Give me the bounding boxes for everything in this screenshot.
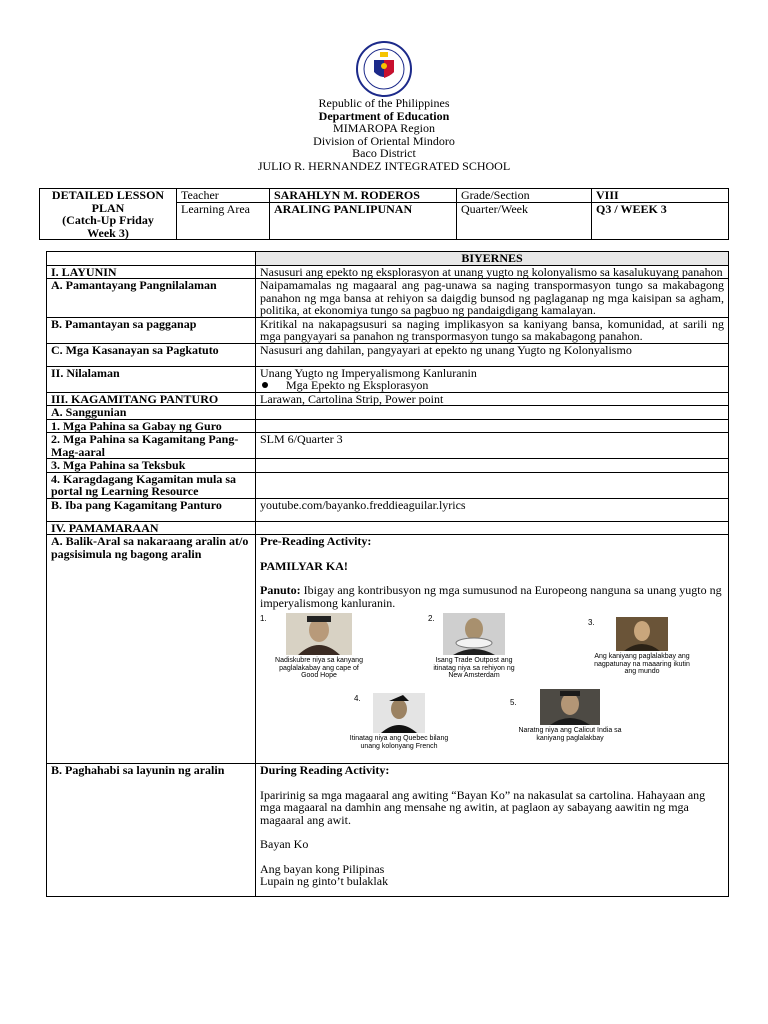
picture-2-caption: Isang Trade Outpost ang itinatag niya sa rehiyon ng New Amsterdam bbox=[433, 657, 515, 679]
pic4-number: 4. bbox=[354, 694, 361, 703]
letterhead bbox=[0, 97, 768, 172]
gabay-label: 1. Mga Pahina sa Gabay ng Guro bbox=[47, 419, 256, 433]
nilalaman-topic: Unang Yugto ng Imperyalismong Kanluranin bbox=[260, 365, 477, 380]
division-line: Division of Oriental Mindoro bbox=[313, 133, 455, 148]
pamamaraan-label: IV. PAMAMARAAN bbox=[47, 521, 256, 535]
panuto-text: Ibigay ang kontribusyon ng mga sumusunod na Europeong nanguna sa unang yugto ng imperyalismong kanluranin. bbox=[260, 583, 722, 610]
portrait-4-image bbox=[373, 693, 425, 733]
kagamitang-magaaral-text: SLM 6/Quarter 3 bbox=[256, 433, 729, 459]
day-header: BIYERNES bbox=[256, 252, 729, 266]
pangnilalaman-text: Naipamamalas ng magaaral ang pag-unawa sa naging transpormasyon tungo sa makabagong panahon ng mga bansa at rehiyon sa daigdig bunsod ng paglaganap ng mga kaisipan sa agham, politika, at ekonomiya tungo sa pagbuo ng pandaigdigang kamalayan. bbox=[256, 279, 729, 318]
region-line: MIMAROPA Region bbox=[333, 121, 435, 135]
pagganap-text: Kritikal na nakapagsusuri sa naging implikasyon sa kaniyang bansa, komunidad, at sarili ng mga pangyayari sa panahon ng transpormasyon tungo sa makabagong panahon. bbox=[256, 317, 729, 343]
teacher-name: SARAHLYN M. RODEROS bbox=[270, 189, 457, 203]
grade-value: VIII bbox=[592, 189, 729, 203]
quarter-label: Quarter/Week bbox=[457, 202, 592, 239]
layunin-text: Nasusuri ang epekto ng eksplorasyon at unang yugto ng kolonyalismo sa kasalukuyang panahon bbox=[256, 265, 729, 279]
pagganap-label: B. Pamantayan sa pagganap bbox=[47, 317, 256, 343]
picture-5 bbox=[514, 689, 626, 742]
grade-label: Grade/Section bbox=[457, 189, 592, 203]
balik-aral-label: A. Balik-Aral sa nakaraang aralin at/o pagsisimula ng bagong aralin bbox=[47, 535, 256, 764]
nilalaman-label: II. Nilalaman bbox=[47, 366, 256, 392]
portrait-2-image bbox=[443, 613, 505, 655]
portrait-1-image bbox=[286, 613, 352, 655]
kasanayan-label: C. Mga Kasanayan sa Pagkatuto bbox=[47, 343, 256, 366]
kagamitan-label: III. KAGAMITANG PANTURO bbox=[47, 392, 256, 406]
area-value: ARALING PANLIPUNAN bbox=[270, 202, 457, 239]
picture-1-caption: Nadiskubre niya sa kanyang paglalakabay ang cape of Good Hope bbox=[275, 657, 363, 679]
nilalaman-subtopic: Mga Epekto ng Eksplorasyon bbox=[286, 378, 429, 392]
plan-title-cell bbox=[40, 189, 177, 240]
area-label: Learning Area bbox=[177, 202, 270, 239]
department-line: Department of Education bbox=[318, 108, 450, 123]
nilalaman-cell bbox=[256, 366, 729, 392]
pre-reading-title: Pre-Reading Activity: bbox=[260, 534, 372, 548]
song-title: Bayan Ko bbox=[260, 837, 309, 851]
lesson-plan-table bbox=[46, 251, 729, 897]
iba-pang-text: youtube.com/bayanko.freddieaguilar.lyrics bbox=[256, 498, 729, 521]
paghahabi-label: B. Paghahabi sa layunin ng aralin bbox=[47, 764, 256, 897]
contributors-pictures bbox=[260, 613, 724, 763]
teksbuk-label: 3. Mga Pahina sa Teksbuk bbox=[47, 459, 256, 473]
sanggunian-label: A. Sanggunian bbox=[47, 406, 256, 420]
plan-subtitle: (Catch-Up Friday bbox=[62, 213, 154, 227]
picture-4 bbox=[344, 693, 454, 750]
picture-3-caption: Ang kaniyang paglalakbay ang nagpatunay na maaaring ikutin ang mundo bbox=[594, 653, 690, 675]
republic-line: Republic of the Philippines bbox=[318, 96, 450, 110]
during-reading-title: During Reading Activity: bbox=[260, 763, 390, 777]
balik-aral-cell bbox=[256, 535, 729, 764]
pic5-number: 5. bbox=[510, 698, 517, 707]
pic2-number: 2. bbox=[428, 614, 435, 623]
plan-title: DETAILED LESSON PLAN bbox=[51, 188, 165, 215]
iba-pang-label: B. Iba pang Kagamitang Panturo bbox=[47, 498, 256, 521]
quarter-value: Q3 / WEEK 3 bbox=[592, 202, 729, 239]
song-line-1: Ang bayan kong Pilipinas bbox=[260, 861, 385, 876]
layunin-label: I. LAYUNIN bbox=[47, 265, 256, 279]
kasanayan-text: Nasusuri ang dahilan, pangyayari at epekto ng unang Yugto ng Kolonyalismo bbox=[256, 343, 729, 366]
song-line-2: Lupain ng ginto’t bulaklak bbox=[260, 874, 389, 888]
picture-2 bbox=[432, 613, 516, 680]
bullet-icon bbox=[262, 382, 268, 388]
portrait-3-image bbox=[616, 617, 668, 651]
portrait-5-image bbox=[540, 689, 600, 725]
panuto bbox=[260, 584, 724, 609]
picture-4-caption: Itinatag niya ang Quebec bilang unang kolonyang French bbox=[349, 735, 449, 750]
picture-1 bbox=[274, 613, 364, 680]
school-line: JULIO R. HERNANDEZ INTEGRATED SCHOOL bbox=[257, 158, 511, 173]
nilalaman-bullet bbox=[260, 379, 724, 392]
pic3-number: 3. bbox=[588, 618, 595, 627]
deped-seal-logo bbox=[350, 40, 418, 98]
picture-5-caption: Naratng niya ang Calicut India sa kaniyang paglalakbay bbox=[518, 727, 622, 742]
lesson-info-table bbox=[39, 188, 729, 240]
picture-3 bbox=[592, 617, 692, 676]
paghahabi-cell bbox=[256, 764, 729, 897]
kagamitan-text: Larawan, Cartolina Strip, Power point bbox=[256, 392, 729, 406]
kagamitang-magaaral-label: 2. Mga Pahina sa Kagamitang Pang- Mag-aaral bbox=[47, 433, 256, 459]
plan-week: Week 3) bbox=[87, 225, 129, 240]
panuto-label: Panuto: bbox=[260, 583, 301, 597]
pamilyar-title: PAMILYAR KA! bbox=[260, 558, 348, 573]
district-line: Baco District bbox=[352, 146, 416, 160]
karagdagan-label: 4. Karagdagang Kagamitan mula sa portal ng Learning Resource bbox=[47, 472, 256, 498]
teacher-label: Teacher bbox=[177, 189, 270, 203]
during-reading-text: Iparirinig sa mga magaaral ang awiting “Bayan Ko” na nakasulat sa cartolina. Hahayaan ang mga magaaral na damhin ang mensahe ng awitin, at paglaon ay sabayang aawitin ng mga magaaral ang awit. bbox=[260, 787, 706, 827]
pangnilalaman-label: A. Pamantayang Pangnilalaman bbox=[47, 279, 256, 318]
pic1-number: 1. bbox=[260, 614, 267, 623]
